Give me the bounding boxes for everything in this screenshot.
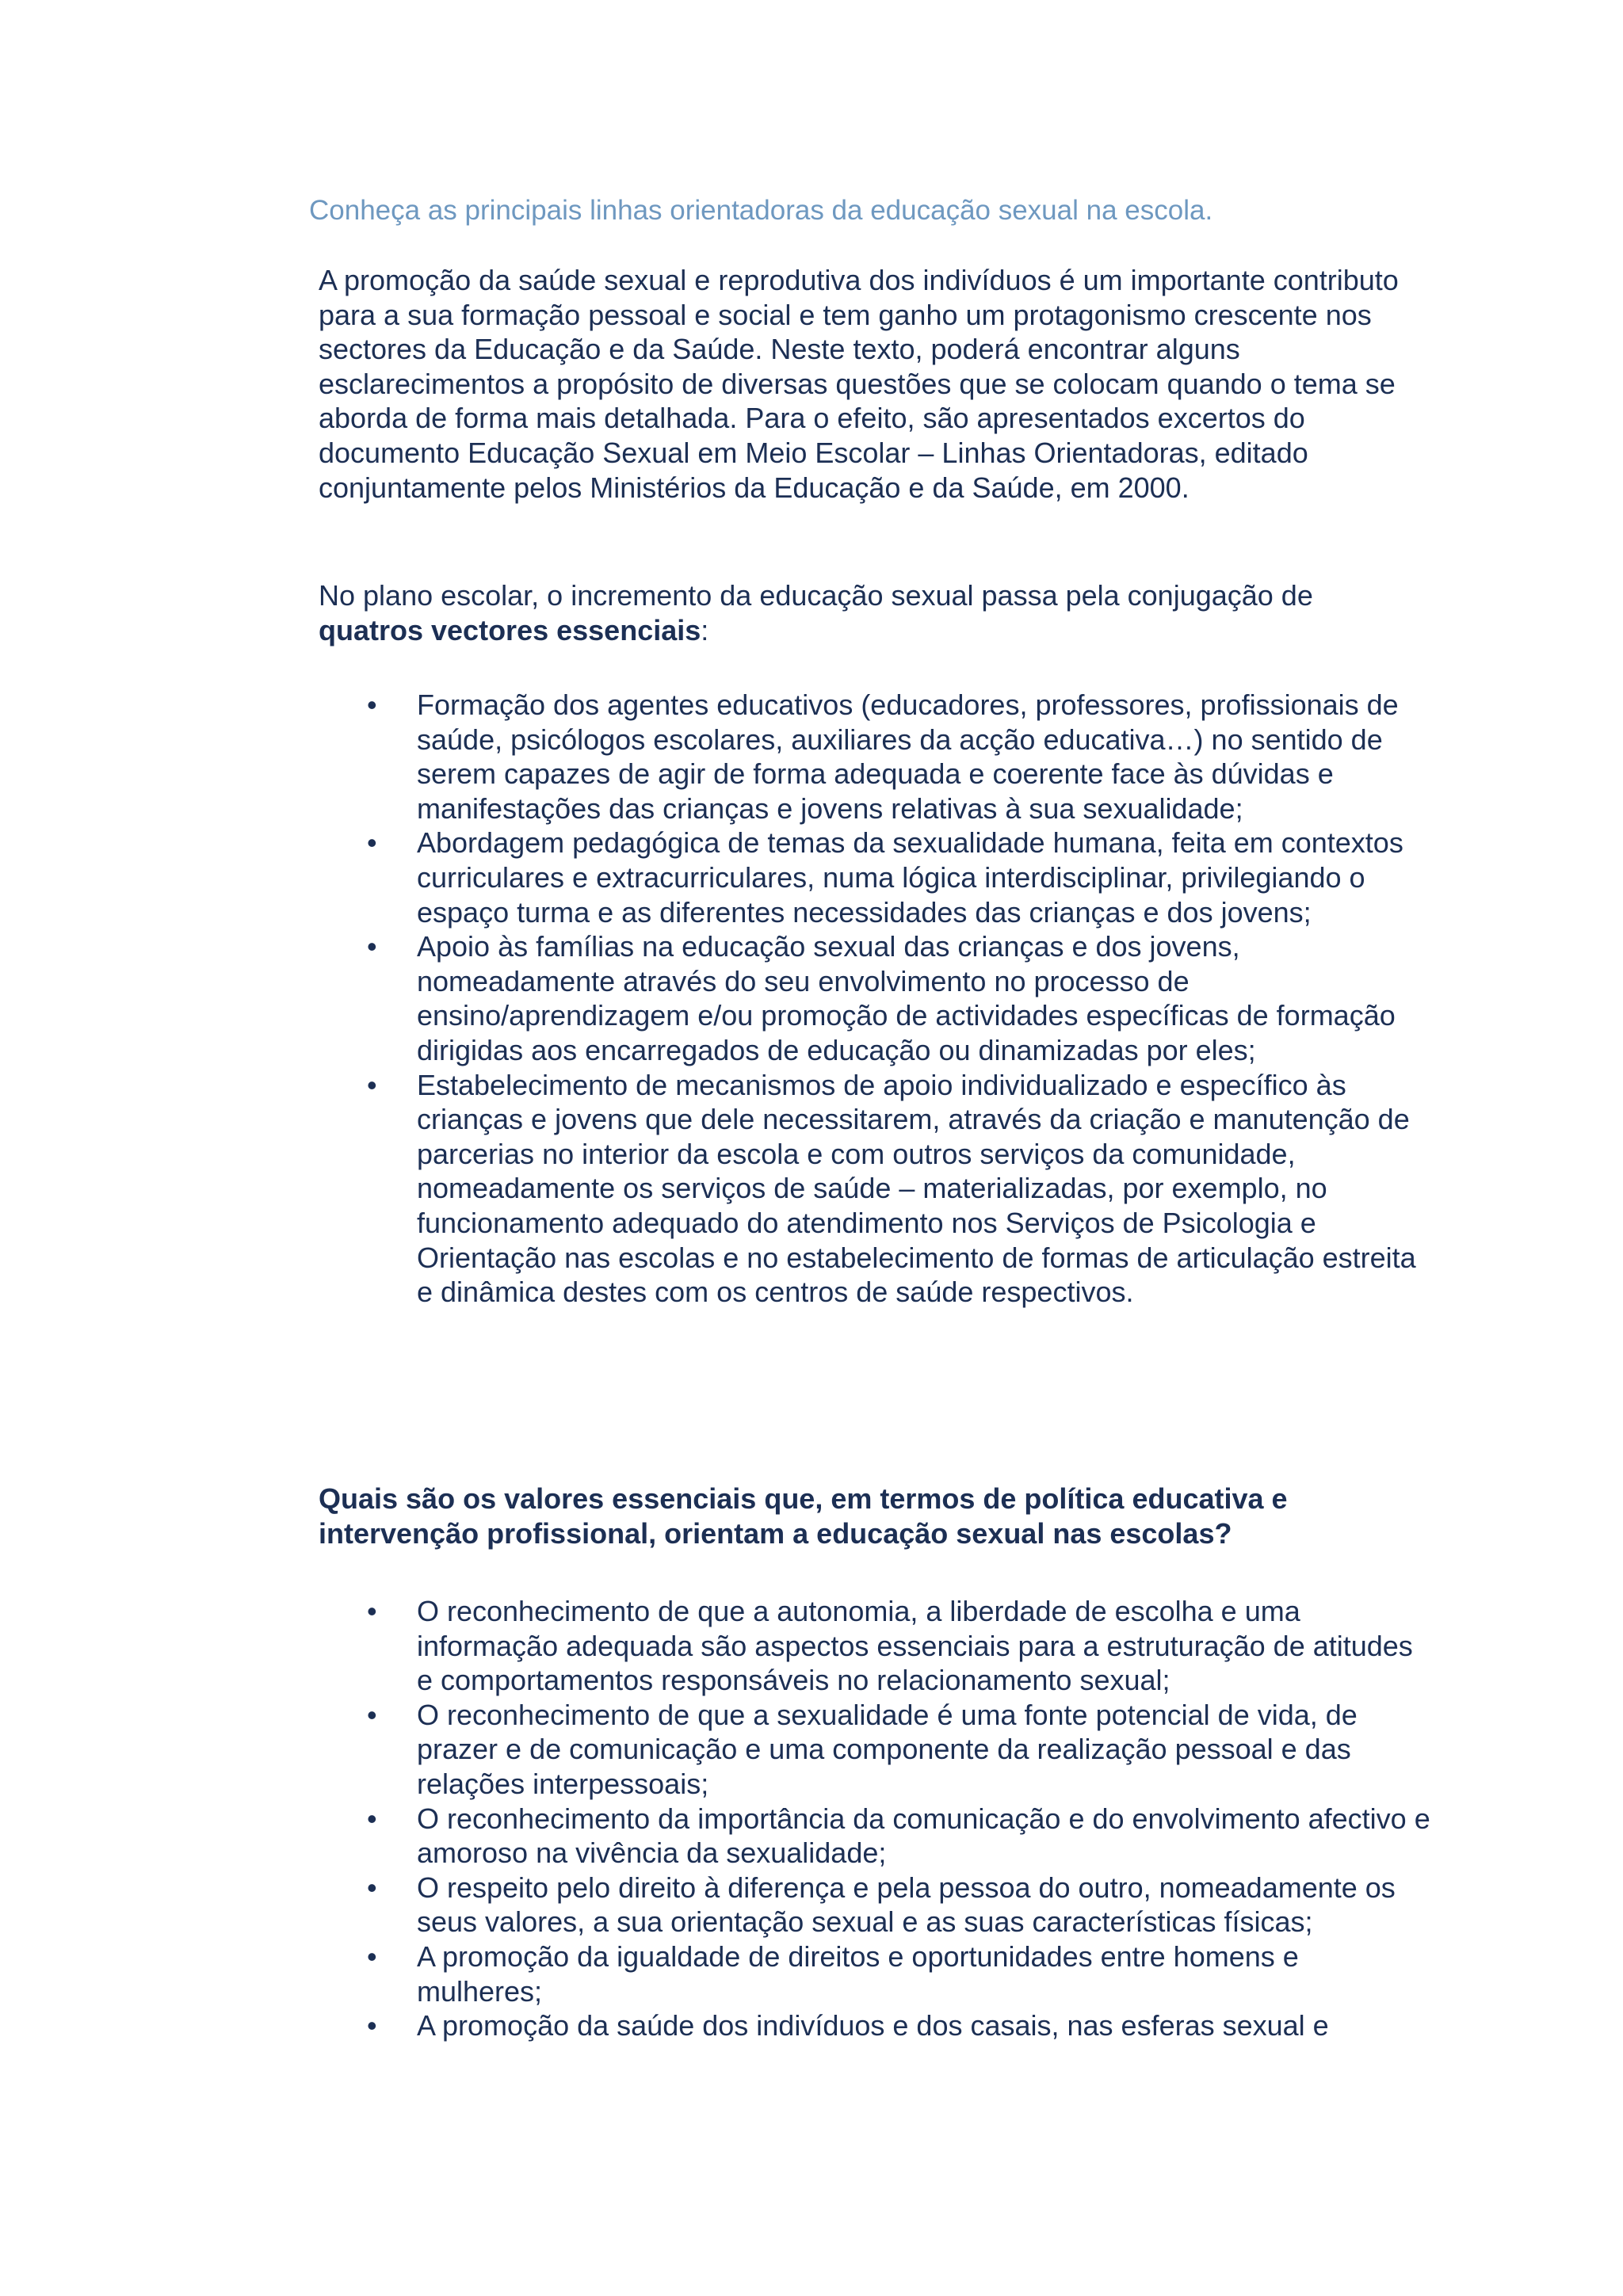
intro-paragraph: A promoção da saúde sexual e reprodutiva dos indivíduos é um importante contributo para a sua formação pessoal e social e tem ganho um protagonismo crescente nos sectores da Educação e da Saúde. Neste texto, poderá encontrar alguns esclarecimentos a propósito de diversas questões que se colocam quando o tema se aborda de forma mais detalhada. Para o efeito, são apresentados excertos do documento Educação Sexual em Meio Escolar – Linhas Orientadoras, editado conjuntamente pelos Ministérios da Educação e da Saúde, em 2000. <box>319 264 1399 504</box>
bullet-icon: • <box>367 1871 377 1904</box>
bullet-icon: • <box>367 1595 377 1627</box>
values-list <box>0 1594 1623 2043</box>
bullet-icon: • <box>367 826 377 860</box>
vectors-intro-tail: : <box>701 613 709 646</box>
bullet-icon: • <box>367 2009 377 2042</box>
list-item-text: O respeito pelo direito à diferença e pela pessoa do outro, nomeadamente os seus valores, a sua orientação sexual e as suas características físicas; <box>417 1871 1396 1939</box>
vectors-intro-bold: quatros vectores essenciais <box>319 613 701 646</box>
list-item <box>0 1939 1431 2008</box>
list-item-text: Formação dos agentes educativos (educadores, professores, profissionais de saúde, psicólogos escolares, auxiliares da acção educativa…) no sentido de serem capazes de agir de forma adequada e coerente face às dúvidas e manifestações das crianças e jovens relativas à sua sexualidade; <box>417 688 1399 825</box>
list-item-text: A promoção da igualdade de direitos e oportunidades entre homens e mulheres; <box>417 1939 1299 2008</box>
list-item <box>0 1068 1431 1310</box>
bullet-icon: • <box>367 1939 377 1973</box>
bullet-icon: • <box>367 1802 377 1835</box>
list-item <box>0 826 1431 929</box>
list-item <box>0 1698 1431 1802</box>
bullet-icon: • <box>367 930 377 963</box>
list-item-text: O reconhecimento de que a sexualidade é uma fonte potencial de vida, de prazer e de comunicação e uma componente da realização pessoal e das relações interpessoais; <box>417 1698 1358 1800</box>
bullet-icon: • <box>367 688 377 721</box>
list-item-text: Abordagem pedagógica de temas da sexualidade humana, feita em contextos curriculares e extracurriculares, numa lógica interdisciplinar, privilegiando o espaço turma e as diferentes necessidades das crianças e dos jovens; <box>417 826 1403 929</box>
list-item <box>0 2008 1431 2043</box>
list-item <box>0 1594 1431 1698</box>
vectors-intro-paragraph <box>319 578 1420 647</box>
list-item <box>0 688 1431 826</box>
vectors-list <box>0 688 1623 1310</box>
list-item-text: O reconhecimento de que a autonomia, a liberdade de escolha e uma informação adequada são aspectos essenciais para a estruturação de atitudes e comportamentos responsáveis no relacionamento sexual; <box>417 1595 1413 1697</box>
list-item-text: A promoção da saúde dos indivíduos e dos casais, nas esferas sexual e <box>417 2009 1329 2042</box>
list-item-text: Apoio às famílias na educação sexual das crianças e dos jovens, nomeadamente através do seu envolvimento no processo de ensino/aprendizagem e/ou promoção de actividades específicas de formação dirigidas aos encarregados de educação ou dinamizadas por eles; <box>417 930 1396 1066</box>
bullet-icon: • <box>367 1698 377 1731</box>
list-item <box>0 929 1431 1067</box>
list-item-text: O reconhecimento da importância da comunicação e do envolvimento afectivo e amoroso na vivência da sexualidade; <box>417 1802 1430 1870</box>
vectors-intro-lead: No plano escolar, o incremento da educação sexual passa pela conjugação de <box>319 579 1313 612</box>
subtitle: Conheça as principais linhas orientadoras da educação sexual na escola. <box>309 195 1213 226</box>
list-item-text: Estabelecimento de mecanismos de apoio individualizado e específico às crianças e jovens que dele necessitarem, através da criação e manutenção de parcerias no interior da escola e com outros serviços da comunidade, nomeadamente os serviços de saúde – materializadas, por exemplo, no funcionamento adequado do atendimento nos Serviços de Psicologia e Orientação nas escolas e no estabelecimento de formas de articulação estreita e dinâmica destes com os centros de saúde respectivos. <box>417 1068 1416 1309</box>
list-item <box>0 1802 1431 1871</box>
list-item <box>0 1871 1431 1939</box>
section-heading-question: Quais são os valores essenciais que, em termos de política educativa e intervenção profissional, orientam a educação sexual nas escolas? <box>319 1482 1288 1550</box>
bullet-icon: • <box>367 1068 377 1101</box>
